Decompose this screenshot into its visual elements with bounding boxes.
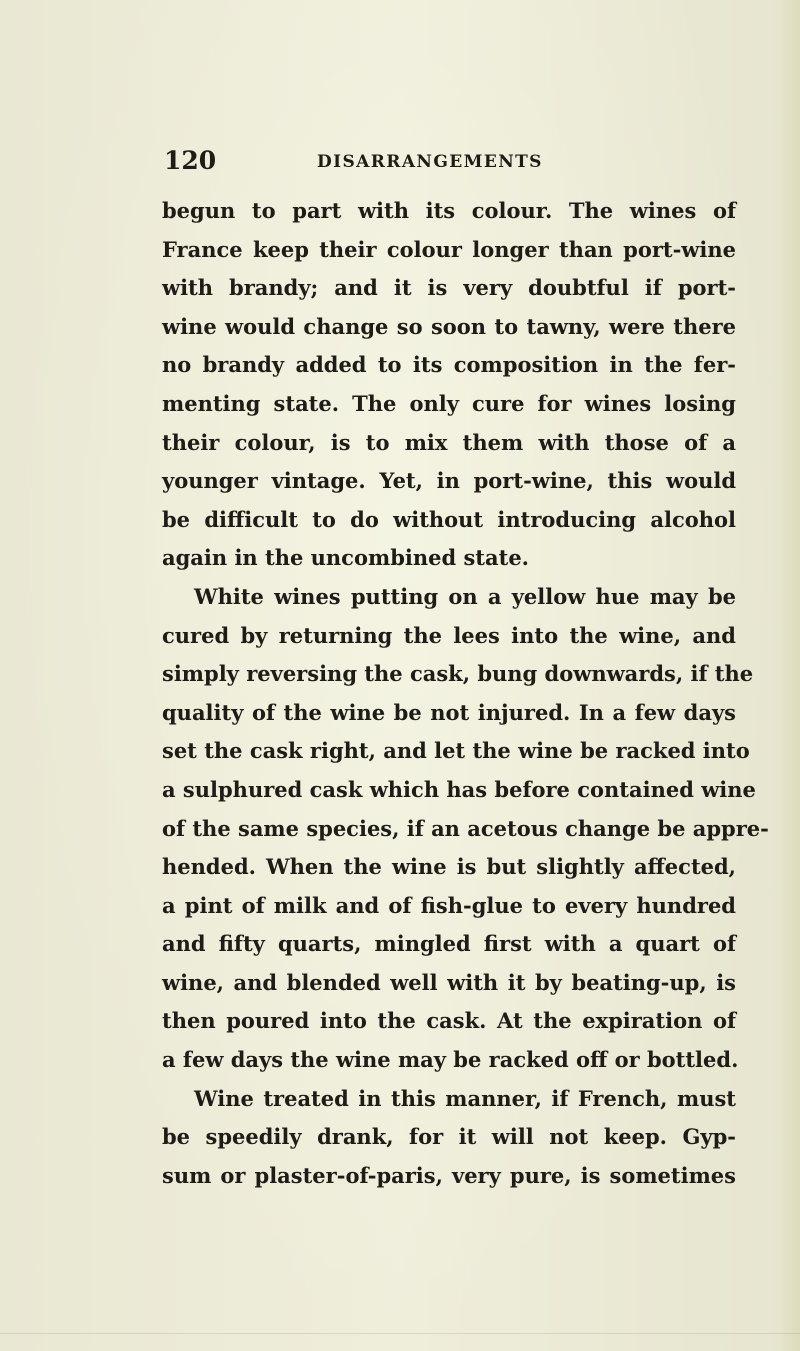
text-line: menting state. The only cure for wines losing (162, 390, 736, 416)
text-line: a sulphured cask which has before contained wine (162, 776, 756, 802)
page-edge-shadow (778, 0, 800, 1351)
page-number: 120 (164, 146, 217, 175)
text-line: Wine treated in this manner, if French, must (194, 1085, 736, 1111)
text-line: wine, and blended well with it by beating-up, is (162, 969, 736, 995)
text-line: with brandy; and it is very doubtful if port- (162, 275, 736, 301)
text-line: set the cask right, and let the wine be racked into (162, 738, 750, 764)
text-line: White wines putting on a yellow hue may be (194, 583, 736, 609)
text-line: of the same species, if an acetous change be appre- (162, 815, 769, 841)
text-line: and fifty quarts, mingled first with a quart of (162, 931, 736, 957)
text-line: no brandy added to its composition in the fer- (162, 352, 736, 378)
body-text (162, 192, 769, 1195)
text-line: wine would change so soon to tawny, were there (162, 313, 736, 339)
text-line: again in the uncombined state. (162, 545, 529, 571)
text-line: sum or plaster-of-paris, very pure, is sometimes (162, 1162, 736, 1188)
text-line: simply reversing the cask, bung downwards, if the (162, 661, 754, 687)
text-line: a few days the wine may be racked off or bottled. (162, 1047, 739, 1073)
text-line: hended. When the wine is but slightly affected, (162, 854, 736, 880)
text-line: France keep their colour longer than port-wine (162, 236, 736, 262)
text-line: a pint of milk and of fish-glue to every hundred (162, 892, 736, 918)
page-bottom-mark (0, 1333, 800, 1334)
text-line: their colour, is to mix them with those of a (162, 429, 736, 455)
text-line: quality of the wine be not injured. In a few days (162, 699, 736, 725)
text-line: begun to part with its colour. The wines of (162, 198, 736, 223)
page-header (164, 146, 634, 178)
text-line: younger vintage. Yet, in port-wine, this would (162, 468, 736, 494)
text-line: then poured into the cask. At the expiration of (162, 1008, 736, 1034)
text-line: cured by returning the lees into the wine, and (162, 622, 736, 648)
text-line: be difficult to do without introducing alcohol (162, 506, 736, 532)
text-line: be speedily drank, for it will not keep. Gyp- (162, 1124, 736, 1150)
running-head: DISARRANGEMENTS (317, 152, 543, 172)
